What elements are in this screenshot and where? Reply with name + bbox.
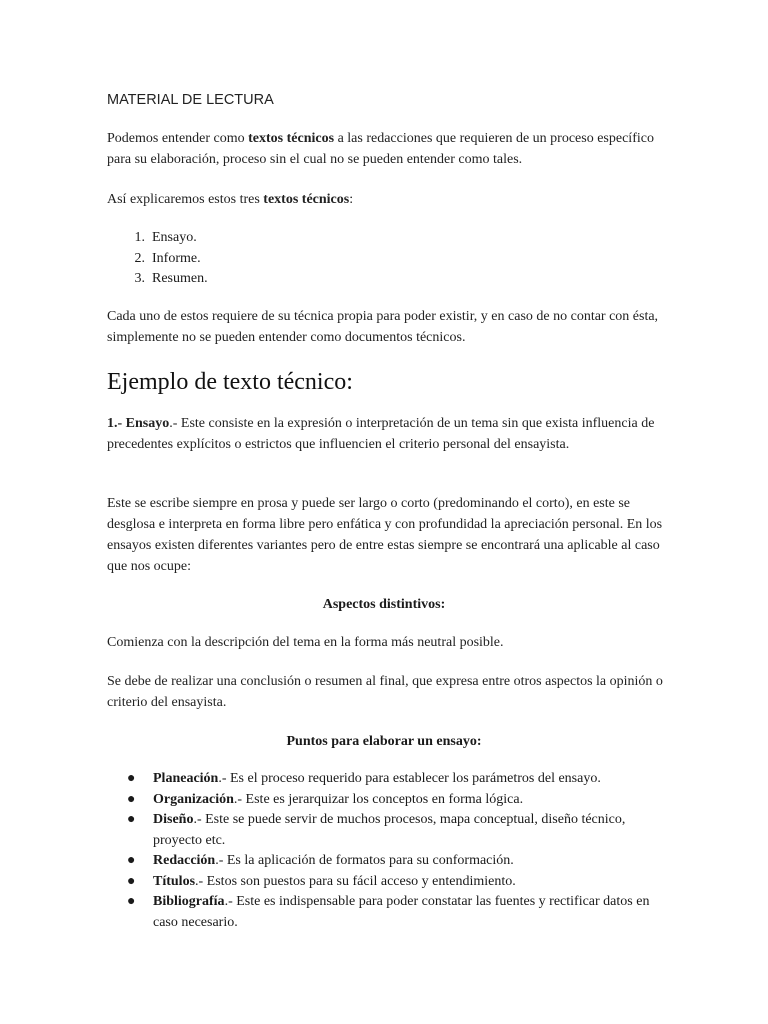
list-item: [107, 269, 208, 290]
point-label: Bibliografía: [153, 894, 225, 909]
aspect-paragraph-1: Comienza con la descripción del tema en la forma más neutral posible.: [107, 635, 504, 650]
point-label: Planeación: [153, 771, 219, 786]
bullet-icon: ●: [127, 894, 136, 909]
bullet-icon: ●: [127, 771, 136, 786]
bullet-icon: ●: [127, 791, 136, 807]
essay-prose-paragraph: Este se escribe siempre en prosa y puede ser largo o corto (predominando el corto), en este se desglosa e interpreta en forma libre pero enfática y con profundidad la apreciación personal. En los ensayos existen diferentes variantes pero de entre estas siempre se encontrará una aplicable al caso que nos ocupe:: [107, 496, 663, 574]
list-item: [107, 790, 667, 811]
essay-definition-text: .- Este consiste en la expresión o interpretación de un tema sin que exista influencia de precedentes explícitos o estrictos que influencien el criterio personal del ensayista.: [107, 416, 655, 452]
list-item: [107, 872, 667, 893]
list-item: [107, 228, 208, 249]
aspect-paragraph-2: Se debe de realizar una conclusión o resumen al final, que expresa entre otros aspectos la opinión o criterio del ensayista.: [107, 674, 663, 710]
numbered-list: [107, 228, 208, 290]
bullet-icon: ●: [127, 873, 136, 889]
list-text: Informe.: [152, 250, 201, 266]
intro-pre: Podemos entender como: [107, 131, 249, 146]
points-list: [107, 769, 667, 933]
point-text: .- Es el proceso requerido para establecer los parámetros del ensayo.: [218, 771, 601, 786]
list-text: Ensayo.: [152, 230, 197, 245]
list-item: [107, 892, 667, 933]
point-label: Organización: [153, 791, 234, 807]
list-text: Resumen.: [152, 271, 208, 286]
explain-pre: Así explicaremos estos tres: [107, 192, 264, 207]
list-item: [107, 769, 667, 790]
points-title: Puntos para elaborar un ensayo:: [286, 734, 482, 749]
point-label: Redacción: [153, 853, 216, 868]
example-heading: Ejemplo de texto técnico:: [107, 369, 353, 395]
point-text: .- Este es indispensable para poder constatar las fuentes y rectificar datos en caso necesario.: [153, 894, 650, 930]
point-label: Títulos: [153, 873, 196, 889]
list-item: [107, 249, 208, 270]
essay-label: 1.- Ensayo: [107, 416, 170, 431]
list-number: 1.: [134, 230, 145, 245]
point-text: .- Estos son puestos para su fácil acceso y entendimiento.: [195, 873, 516, 889]
list-number: 2.: [134, 250, 145, 266]
aspects-title: Aspectos distintivos:: [322, 597, 446, 612]
intro-paragraph: [107, 128, 667, 170]
point-text: .- Es la aplicación de formatos para su conformación.: [215, 853, 514, 868]
point-text: .- Este se puede servir de muchos procesos, mapa conceptual, diseño técnico, proyecto etc.: [153, 812, 626, 848]
essay-definition: [107, 413, 667, 455]
bullet-icon: ●: [127, 853, 136, 868]
point-label: Diseño: [153, 812, 194, 827]
explain-bold: textos técnicos: [263, 192, 350, 207]
intro-post: a las redacciones que requieren de un proceso específico para su elaboración, proceso sin el cual no se pueden entender como tales.: [107, 131, 654, 167]
bullet-icon: ●: [127, 812, 136, 827]
list-number: 3.: [134, 271, 145, 286]
explain-post: :: [349, 192, 354, 207]
list-item: [107, 810, 667, 851]
list-item: [107, 851, 667, 872]
each-paragraph: Cada uno de estos requiere de su técnica propia para poder existir, y en caso de no contar con ésta, simplemente no se pueden entender como documentos técnicos.: [107, 309, 659, 345]
intro-bold: textos técnicos: [248, 131, 335, 146]
document-title: MATERIAL DE LECTURA: [107, 92, 274, 108]
point-text: .- Este es jerarquizar los conceptos en forma lógica.: [233, 791, 524, 807]
explain-paragraph: [107, 189, 667, 210]
